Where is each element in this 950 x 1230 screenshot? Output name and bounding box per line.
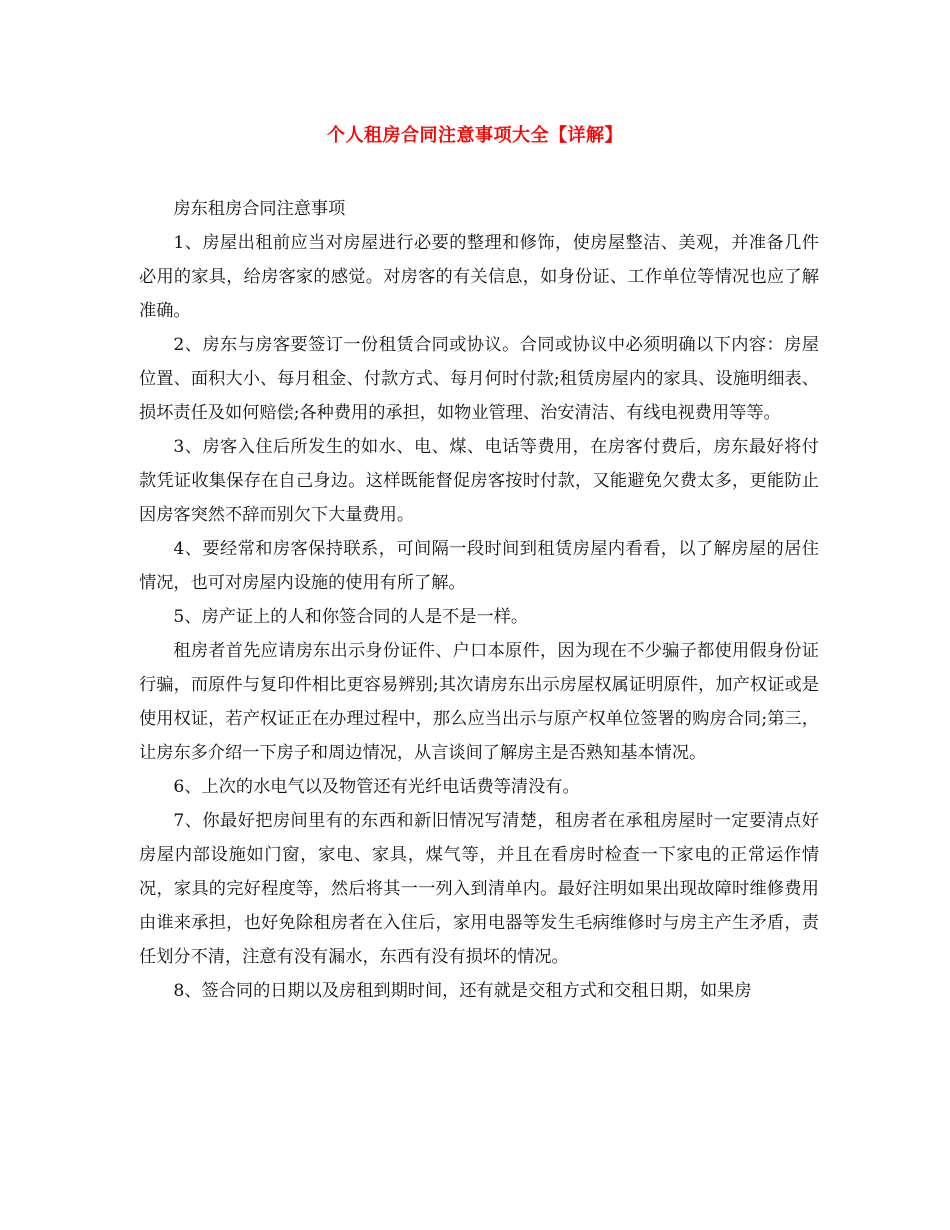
paragraph-2: 2、房东与房客要签订一份租赁合同或协议。合同或协议中必须明确以下内容：房屋位置、面积大小、每月租金、付款方式、每月何时付款;租赁房屋内的家具、设施明细表、损坏责任及如何赔偿;各种费用的承担，如物业管理、治安清洁、有线电视费用等等。 [139,335,819,423]
paragraph-7: 7、你最好把房间里有的东西和新旧情况写清楚，租房者在承租房屋时一定要清点好房屋内部设施如门窗，家电、家具，煤气等，并且在看房时检查一下家电的正常运作情况，家具的完好程度等，然后将其一一列入到清单内。最好注明如果出现故障时维修费用由谁来承担，也好免除租房者在入住后，家用电器等发生毛病维修时与房主产生矛盾，责任划分不清，注意有没有漏水，东西有没有损坏的情况。 [139,811,819,967]
section-heading: 房东租房合同注意事项 [173,199,346,219]
paragraph-3: 3、房客入住后所发生的如水、电、煤、电话等费用，在房客付费后，房东最好将付款凭证收集保存在自己身边。这样既能督促房客按时付款，又能避免欠费太多，更能防止因房客突然不辞而别欠下大量费用。 [139,437,819,525]
document-body [139,192,819,1008]
paragraph-5-detail: 租房者首先应请房东出示身份证件、户口本原件，因为现在不少骗子都使用假身份证行骗，而原件与复印件相比更容易辨别;其次请房东出示房屋权属证明原件，加产权证或是使用权证，若产权证正在办理过程中，那么应当出示与原产权单位签署的购房合同;第三，让房东多介绍一下房子和周边情况，从言谈间了解房主是否熟知基本情况。 [139,641,819,763]
paragraph-4: 4、要经常和房客保持联系，可间隔一段时间到租赁房屋内看看，以了解房屋的居住情况，也可对房屋内设施的使用有所了解。 [139,539,819,593]
paragraph-5: 5、房产证上的人和你签合同的人是不是一样。 [173,607,529,627]
paragraph-8: 8、签合同的日期以及房租到期时间，还有就是交租方式和交租日期，如果房 [173,981,752,1001]
document-title: 个人租房合同注意事项大全【详解】 [327,125,623,146]
paragraph-1: 1、房屋出租前应当对房屋进行必要的整理和修饰，使房屋整洁、美观，并准备几件必用的家具，给房客家的感觉。对房客的有关信息，如身份证、工作单位等情况也应了解准确。 [139,233,819,321]
paragraph-6: 6、上次的水电气以及物管还有光纤电话费等清没有。 [173,777,580,797]
